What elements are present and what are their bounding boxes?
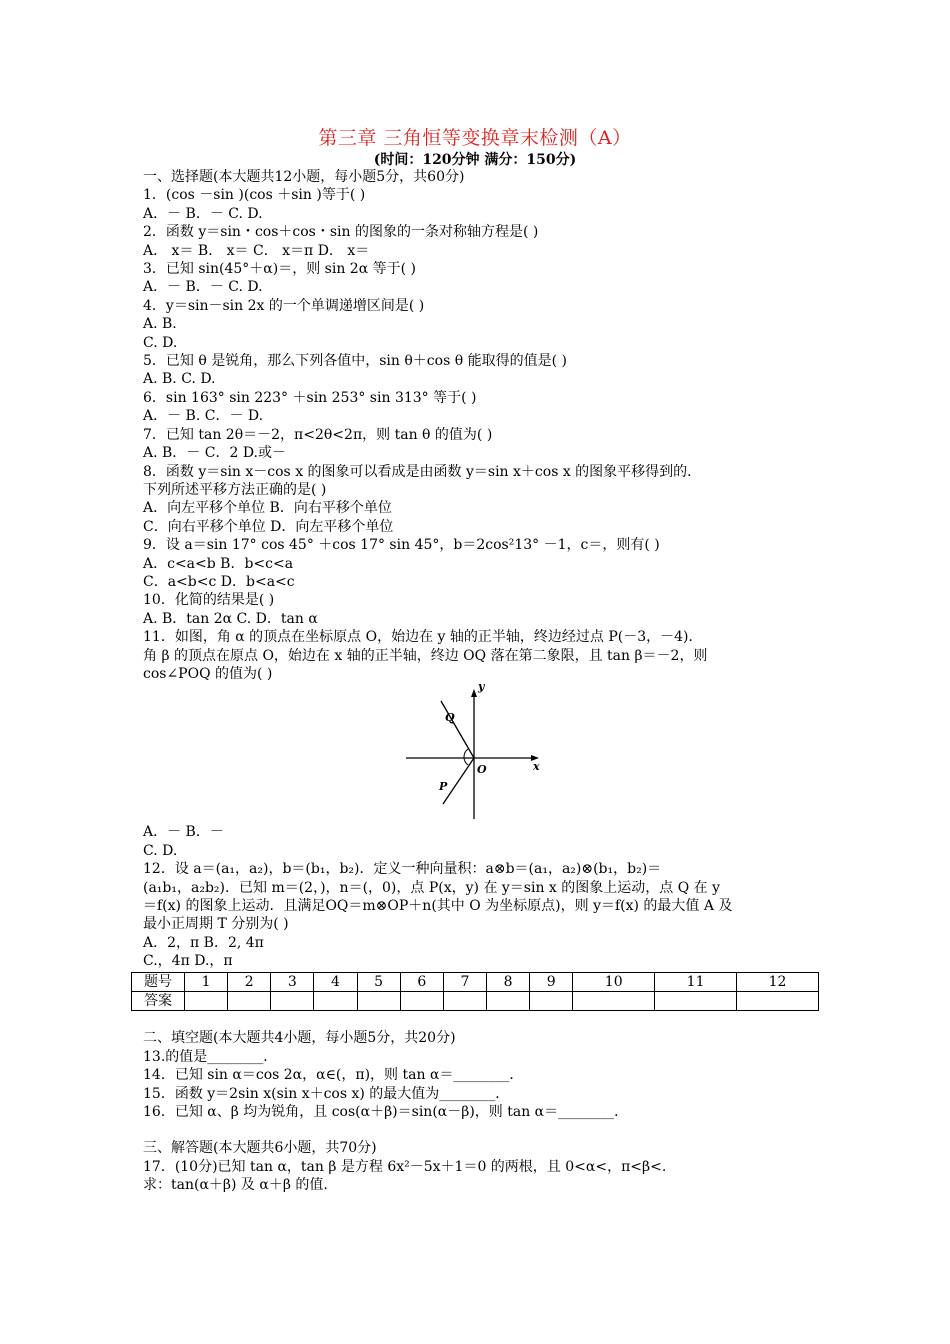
option-line: A．－ B．－ C. D. <box>143 205 263 222</box>
table-cell: 2 <box>228 972 271 991</box>
option-line: A. B．－ C．2 D.或－ <box>143 445 286 462</box>
option-line: A. B. <box>143 316 177 333</box>
question-line: 10．化简的结果是( ) <box>143 592 275 609</box>
question-line: 5．已知 θ 是锐角，那么下列各值中，sin θ＋cos θ 能取得的值是( ) <box>143 353 567 370</box>
section-heading: 一、选择题(本大题共12小题，每小题5分，共60分) <box>143 169 465 185</box>
x-label: x <box>533 760 540 774</box>
y-label: y <box>478 683 485 694</box>
answer-cell[interactable] <box>486 992 529 1011</box>
option-line: A．－ B．－ <box>143 824 224 841</box>
option-line: A． x＝ B． x＝ C． x＝π D． x＝ <box>143 242 370 259</box>
question-line: cos∠POQ 的值为( ) <box>143 665 273 682</box>
answer-cell[interactable] <box>737 992 819 1011</box>
answer-cell[interactable] <box>357 992 400 1011</box>
table-cell: 8 <box>486 972 529 991</box>
p-label: P <box>439 780 448 794</box>
option-line: A．c<a<b B．b<c<a <box>143 555 294 572</box>
option-line: A．向左平移个单位 B．向右平移个单位 <box>143 500 392 517</box>
section-heading: 三、解答题(本大题共6小题，共70分) <box>143 1140 377 1157</box>
exam-info: (时间：120分钟 满分：150分) <box>373 152 577 168</box>
option-line: C．向右平移个单位 D．向左平移个单位 <box>143 518 394 535</box>
answer-table <box>131 972 819 1012</box>
question-line: 6．sin 163° sin 223° ＋sin 253° sin 313° 等于( ) <box>143 389 477 406</box>
question-line: 3．已知 sin(45°＋α)＝，则 sin 2α 等于( ) <box>143 261 416 278</box>
table-row <box>132 972 819 991</box>
exam-content <box>143 168 823 1195</box>
option-line: C．a<b<c D．b<a<c <box>143 573 295 590</box>
question-line: 11．如图，角 α 的顶点在坐标原点 O，始边在 y 轴的正半轴，终边经过点 P(－3，－4)． <box>143 629 703 646</box>
option-line: A．－ B. C．－ D. <box>143 408 264 425</box>
question-line: 9．设 a＝sin 17° cos 45° ＋cos 17° sin 45°，b＝2cos²13° －1，c＝，则有( ) <box>143 537 660 554</box>
table-cell: 9 <box>530 972 573 991</box>
question-line: 14．已知 sin α＝cos 2α，α∈(，π)，则 tan α＝________． <box>143 1067 524 1084</box>
table-cell: 5 <box>357 972 400 991</box>
option-line: C.，4π D.，π <box>143 953 233 970</box>
question-line: 最小正周期 T 分别为( ) <box>143 916 289 933</box>
ray-op <box>443 758 474 804</box>
option-line: C. D. <box>143 842 178 859</box>
question-line: 13.的值是________． <box>143 1048 278 1065</box>
option-line: A．2，π B．2, 4π <box>143 934 264 951</box>
question-line: 求：tan(α＋β) 及 α＋β 的值. <box>143 1177 328 1194</box>
origin-label: O <box>477 763 487 777</box>
table-header-cell: 答案 <box>132 992 185 1011</box>
question-line: 1．(cos －sin )(cos ＋sin )等于( ) <box>143 187 366 204</box>
question-line: 8．函数 y＝sin x－cos x 的图象可以看成是由函数 y＝sin x＋cos x 的图象平移得到的． <box>143 463 702 480</box>
table-row <box>132 992 819 1011</box>
answer-cell[interactable] <box>400 992 443 1011</box>
option-line: C. D. <box>143 334 178 351</box>
table-cell: 3 <box>271 972 314 991</box>
coordinate-diagram <box>401 683 551 823</box>
answer-cell[interactable] <box>185 992 228 1011</box>
section-heading: 二、填空题(本大题共4小题，每小题5分，共20分) <box>143 1030 456 1047</box>
question-line: (a₁b₁，a₂b₂)．已知 m＝(2，)，n＝(，0)，点 P(x，y) 在 y＝sin x 的图象上运动，点 Q 在 y <box>143 879 721 896</box>
ray-oq <box>441 701 474 758</box>
question-line: 角 β 的顶点在原点 O，始边在 x 轴的正半轴，终边 OQ 落在第二象限，且 tan β＝－2，则 <box>143 647 708 664</box>
answer-cell[interactable] <box>530 992 573 1011</box>
table-cell: 6 <box>400 972 443 991</box>
table-cell: 12 <box>737 972 819 991</box>
table-cell: 1 <box>185 972 228 991</box>
table-cell: 7 <box>443 972 486 991</box>
answer-cell[interactable] <box>314 992 357 1011</box>
table-cell: 10 <box>573 972 655 991</box>
table-header-cell: 题号 <box>132 972 185 991</box>
question-line: 4．y＝sin－sin 2x 的一个单调递增区间是( ) <box>143 297 425 314</box>
question-line: 16．已知 α、β 均为锐角，且 cos(α＋β)＝sin(α－β)，则 tan α＝________． <box>143 1104 629 1121</box>
answer-cell[interactable] <box>271 992 314 1011</box>
page-title: 第三章 三角恒等变换章末检测（A） <box>318 127 632 149</box>
question-line: 2．函数 y＝sin・cos＋cos・sin 的图象的一条对称轴方程是( ) <box>143 224 539 241</box>
answer-cell[interactable] <box>443 992 486 1011</box>
q-label: Q <box>445 711 455 725</box>
table-cell: 4 <box>314 972 357 991</box>
option-line: A. B. C. D. <box>143 371 216 388</box>
option-line: A．－ B．－ C. D. <box>143 279 263 296</box>
coordinate-figure <box>143 683 823 823</box>
angle-arc <box>464 749 468 765</box>
table-cell: 11 <box>655 972 737 991</box>
question-line: 7．已知 tan 2θ＝－2，π<2θ<2π，则 tan θ 的值为( ) <box>143 426 493 443</box>
y-axis-arrow-icon <box>471 689 477 697</box>
question-line: 下列所述平移方法正确的是( ) <box>143 481 327 498</box>
answer-cell[interactable] <box>573 992 655 1011</box>
option-line: A. B．tan 2α C. D．tan α <box>143 610 318 627</box>
answer-cell[interactable] <box>655 992 737 1011</box>
question-line: ＝f(x) 的图象上运动．且满足OQ＝m⊗OP＋n(其中 O 为坐标原点)，则 y＝f(x) 的最大值 A 及 <box>143 898 733 914</box>
question-line: 17．(10分)已知 tan α，tan β 是方程 6x²－5x＋1＝0 的两根，且 0<α<，π<β<. <box>143 1158 667 1175</box>
question-line: 12．设 a＝(a₁，a₂)，b＝(b₁，b₂)．定义一种向量积：a⊗b＝(a₁，a₂)⊗(b₁，b₂)＝ <box>143 861 662 878</box>
answer-cell[interactable] <box>228 992 271 1011</box>
question-line: 15．函数 y＝2sin x(sin x＋cos x) 的最大值为________． <box>143 1085 510 1102</box>
